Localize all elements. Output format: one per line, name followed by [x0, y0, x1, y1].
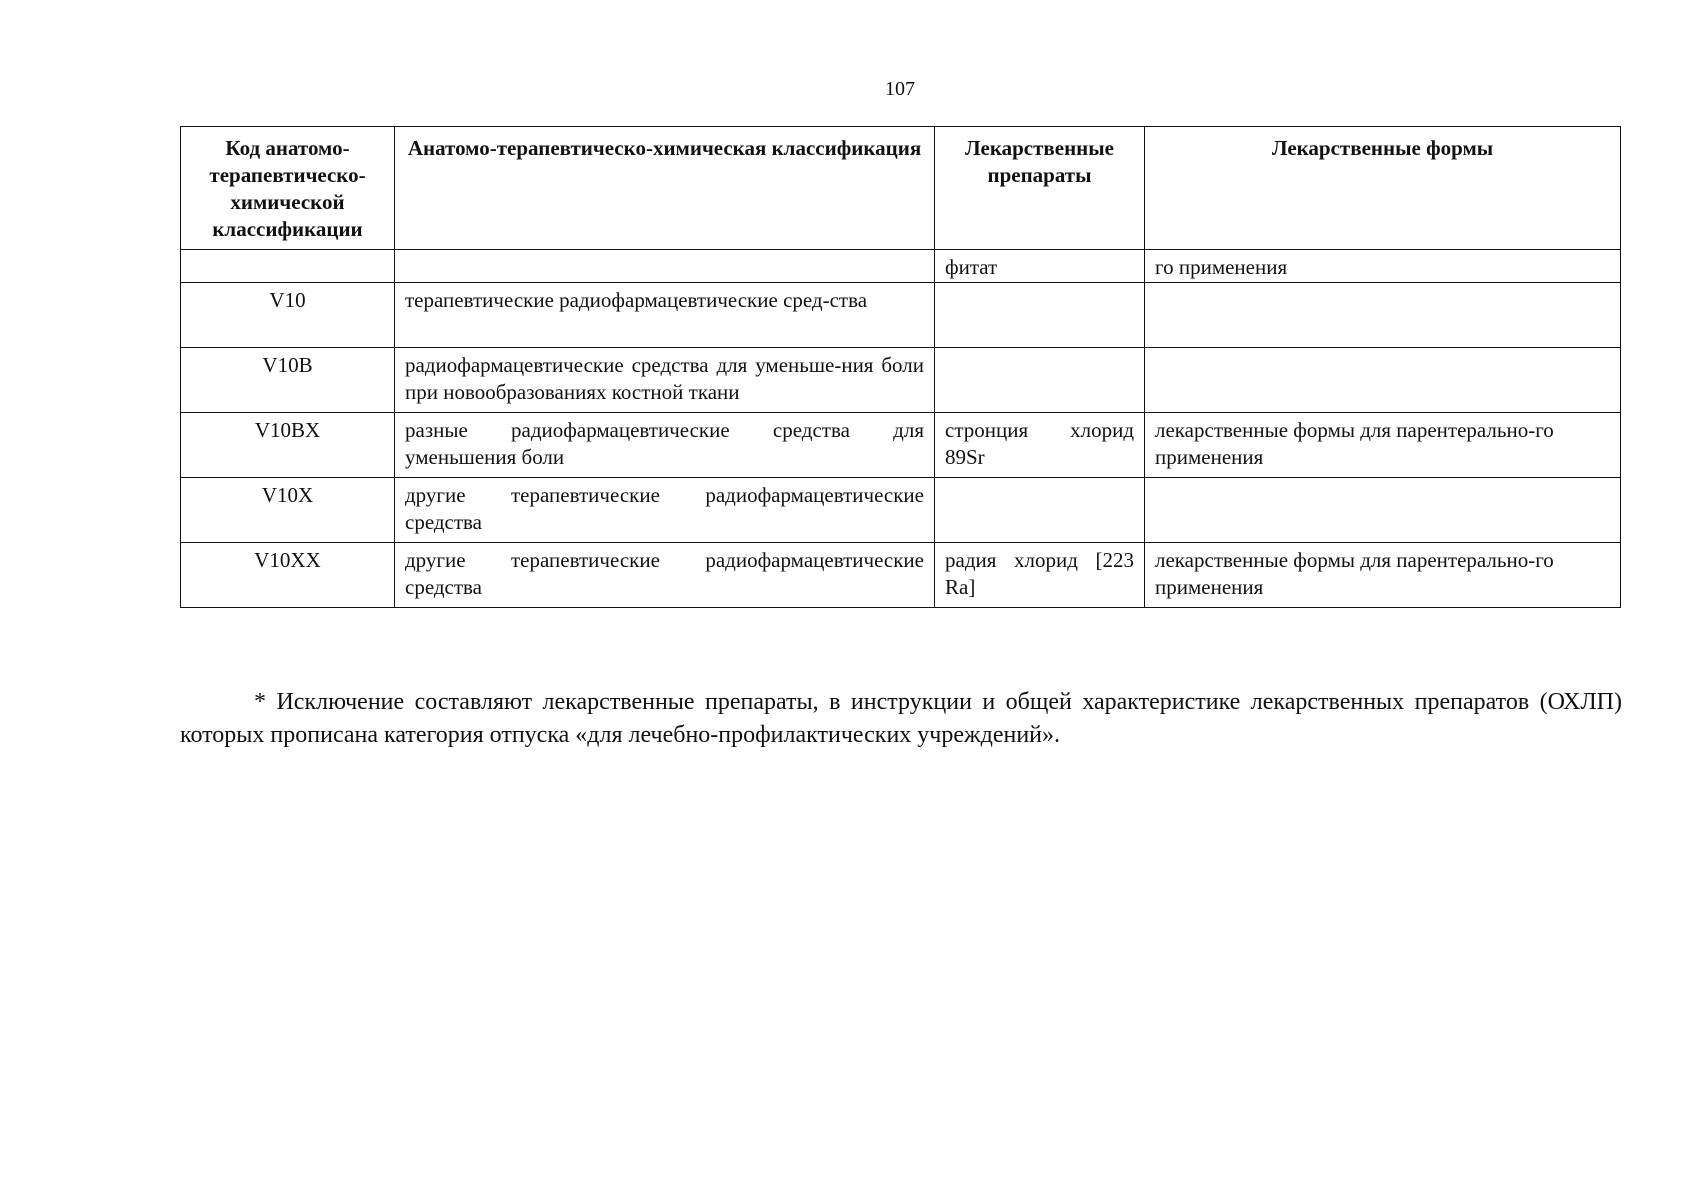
cell-form: лекарственные формы для парентерально-го применения — [1145, 543, 1621, 608]
header-dosage-forms: Лекарственные формы — [1145, 127, 1621, 250]
cell-code — [181, 250, 395, 283]
cell-classification: разные радиофармацевтические средства для уменьшения боли — [395, 413, 935, 478]
header-atc-code: Код анатомо-терапевтическо-химической классификации — [181, 127, 395, 250]
table-row — [181, 478, 1621, 543]
cell-classification: терапевтические радиофармацевтические сред-ства — [395, 283, 935, 348]
cell-form: го применения — [1145, 250, 1621, 283]
cell-drug: фитат — [935, 250, 1145, 283]
cell-code: V10X — [181, 478, 395, 543]
page-number: 107 — [885, 78, 915, 100]
header-atc-classification: Анатомо-терапевтическо-химическая классификация — [395, 127, 935, 250]
table-header-row — [181, 127, 1621, 250]
table-row — [181, 543, 1621, 608]
cell-classification — [395, 250, 935, 283]
footnote: * Исключение составляют лекарственные препараты, в инструкции и общей характеристике лекарственных препаратов (ОХЛП) которых прописана категория отпуска «для лечебно-профилактических учреждений». — [180, 689, 1622, 749]
cell-form — [1145, 348, 1621, 413]
cell-form: лекарственные формы для парентерально-го применения — [1145, 413, 1621, 478]
cell-drug: радия хлорид [223 Ra] — [935, 543, 1145, 608]
cell-code: V10BX — [181, 413, 395, 478]
atc-table — [180, 126, 1621, 608]
cell-drug — [935, 348, 1145, 413]
cell-form — [1145, 283, 1621, 348]
cell-code: V10 — [181, 283, 395, 348]
cell-drug: стронция хлорид 89Sr — [935, 413, 1145, 478]
cell-classification: радиофармацевтические средства для уменьше-ния боли при новообразованиях костной ткани — [395, 348, 935, 413]
cell-drug — [935, 283, 1145, 348]
header-drugs: Лекарственные препараты — [935, 127, 1145, 250]
cell-classification: другие терапевтические радиофармацевтические средства — [395, 478, 935, 543]
cell-drug — [935, 478, 1145, 543]
cell-code: V10B — [181, 348, 395, 413]
cell-form — [1145, 478, 1621, 543]
table-row — [181, 250, 1621, 283]
table-row — [181, 348, 1621, 413]
cell-classification: другие терапевтические радиофармацевтические средства — [395, 543, 935, 608]
cell-code: V10XX — [181, 543, 395, 608]
table-row — [181, 413, 1621, 478]
table-row — [181, 283, 1621, 348]
